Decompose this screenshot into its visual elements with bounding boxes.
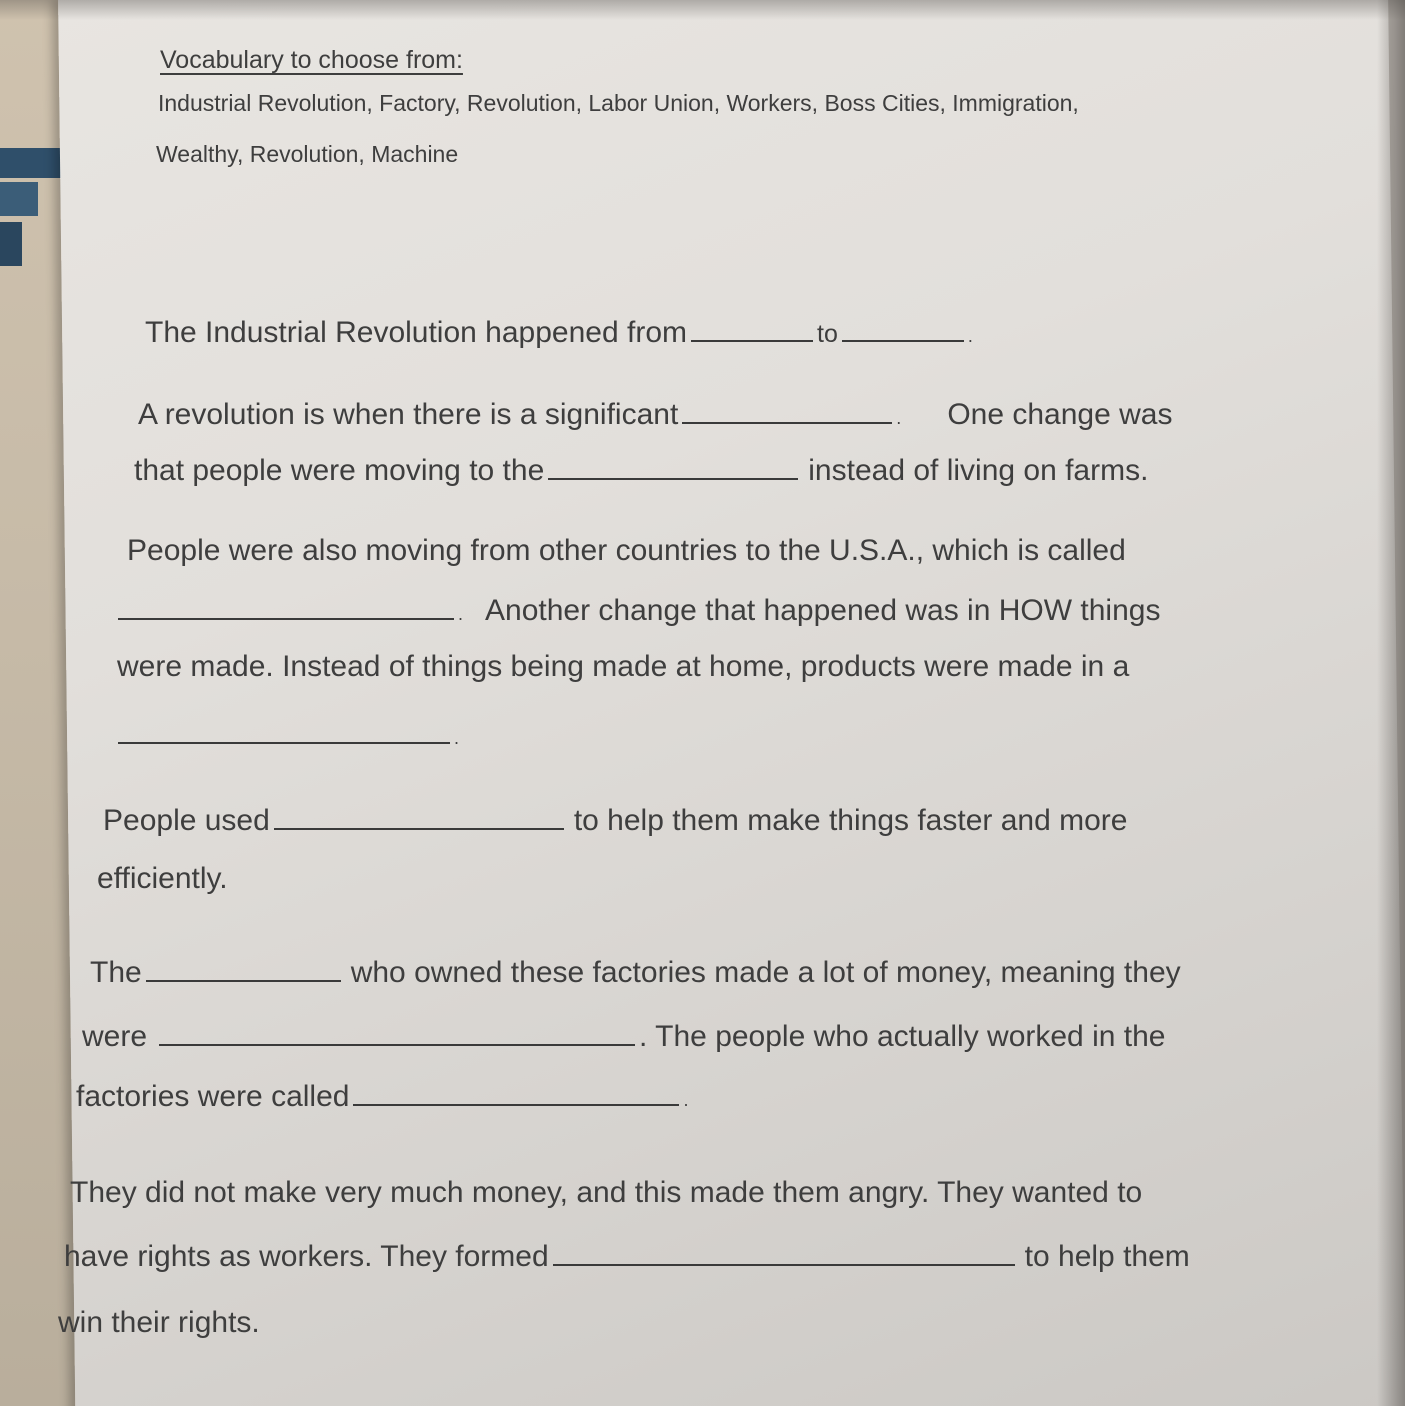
paper-top-shadow <box>0 0 1405 20</box>
background-stripe <box>0 182 38 216</box>
sentence-text: A revolution is when there is a significant <box>138 398 679 431</box>
answer-blank[interactable] <box>118 716 450 744</box>
sentence-text: . <box>967 326 973 346</box>
paper-right-shadow <box>1377 0 1405 1406</box>
sentence-line <box>97 862 228 896</box>
answer-blank[interactable] <box>146 954 341 982</box>
sentence-text: People used <box>103 804 270 837</box>
sentence-line <box>134 452 1148 488</box>
sentence-text: instead of living on farms. <box>808 454 1149 487</box>
sentence-text: to <box>817 320 838 348</box>
sentence-text: who owned these factories made a lot of money, meaning they <box>350 956 1181 989</box>
vocabulary-title: Vocabulary to choose from: <box>160 46 463 74</box>
sentence-line <box>76 1078 688 1114</box>
sentence-text: . <box>896 408 902 428</box>
sentence-text: Another change that happened was in HOW things <box>485 594 1161 627</box>
sentence-text: to help them <box>1024 1240 1190 1273</box>
answer-blank[interactable] <box>691 314 813 342</box>
sentence-text: . <box>454 728 460 748</box>
sentence-line <box>117 650 1129 684</box>
sentence-line <box>127 534 1126 568</box>
answer-blank[interactable] <box>274 802 564 830</box>
answer-blank[interactable] <box>353 1078 679 1106</box>
sentence-text: have rights as workers. They formed <box>64 1240 549 1273</box>
sentence-text: People were also moving from other countries to the U.S.A., which is called <box>127 534 1126 567</box>
sentence-text: One change was <box>947 398 1173 431</box>
sentence-text: The Industrial Revolution happened from <box>145 316 687 349</box>
sentence-line <box>118 592 1160 628</box>
answer-blank[interactable] <box>548 452 798 480</box>
sentence-text: The <box>90 956 142 989</box>
sentence-line <box>58 1306 260 1340</box>
sentence-line <box>82 1018 1165 1054</box>
sentence-line <box>118 716 459 752</box>
sentence-text: were made. Instead of things being made at home, products were made in a <box>117 650 1130 683</box>
answer-blank[interactable] <box>842 314 964 342</box>
sentence-line <box>70 1176 1142 1210</box>
sentence-text: win their rights. <box>58 1306 260 1339</box>
sentence-text: were <box>82 1020 148 1053</box>
sentence-line <box>103 802 1127 838</box>
sentence-text: . <box>683 1090 689 1110</box>
answer-blank[interactable] <box>118 592 454 620</box>
sentence-line <box>90 954 1181 990</box>
sentence-text: to help them make things faster and more <box>573 804 1128 837</box>
sentence-text: . The people who actually worked in the <box>639 1020 1166 1053</box>
sentence-line <box>145 314 973 350</box>
sentence-text: . <box>458 604 464 624</box>
vocabulary-list-line-1: Industrial Revolution, Factory, Revolution, Labor Union, Workers, Boss Cities, Immigration, <box>158 90 1079 116</box>
sentence-text: factories were called <box>76 1080 350 1113</box>
background-stripe <box>0 222 22 266</box>
sentence-text: efficiently. <box>97 862 228 895</box>
sentence-line <box>138 396 1172 432</box>
sentence-line <box>64 1238 1190 1274</box>
answer-blank[interactable] <box>682 396 892 424</box>
answer-blank[interactable] <box>553 1238 1015 1266</box>
sentence-text: They did not make very much money, and this made them angry. They wanted to <box>70 1176 1143 1209</box>
vocabulary-list-line-2: Wealthy, Revolution, Machine <box>156 141 459 167</box>
answer-blank[interactable] <box>159 1018 635 1046</box>
sentence-text: that people were moving to the <box>134 454 545 487</box>
